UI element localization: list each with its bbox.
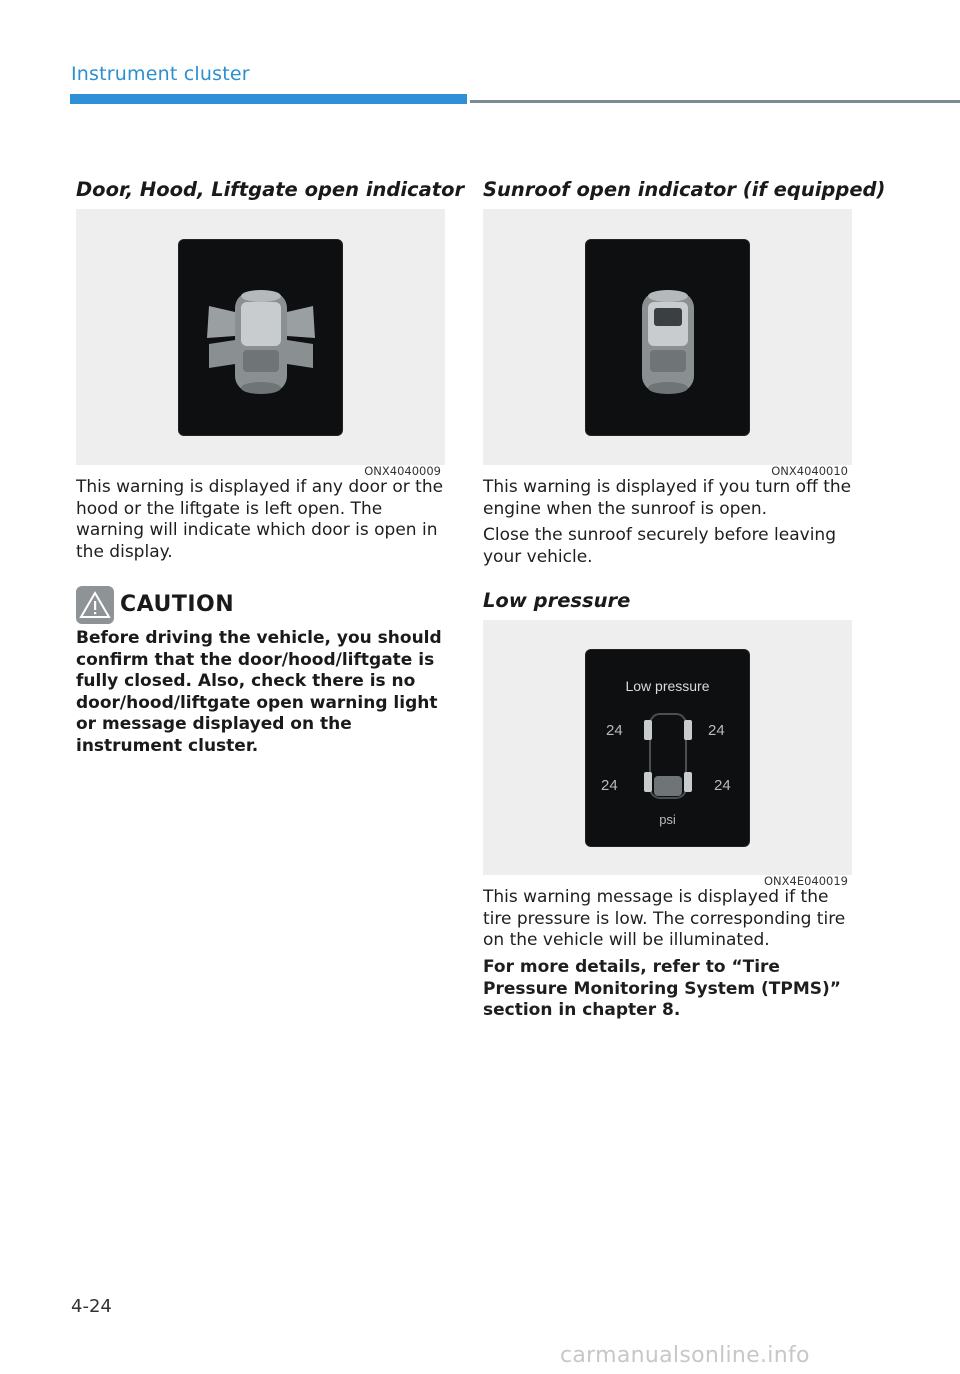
header-rule-accent xyxy=(70,94,467,104)
figure-code: ONX4040009 xyxy=(364,464,441,478)
cluster-screen xyxy=(179,240,342,435)
low-pressure-description: This warning message is displayed if the tire pressure is low. The corresponding tire on the vehicle will be illuminated. xyxy=(483,887,846,950)
caution-warning-icon xyxy=(76,586,114,624)
watermark: carmanualsonline.info xyxy=(560,1343,810,1368)
car-doors-open-icon xyxy=(179,240,342,435)
section-title-low-pressure: Low pressure xyxy=(483,589,631,612)
figure-code: ONX4E040019 xyxy=(763,874,848,888)
figure-low-pressure xyxy=(483,620,852,888)
door-open-description: This warning is displayed if any door or the hood or the liftgate is left open. The warning will indicate which door is open in the display. xyxy=(76,477,444,562)
caution-title: CAUTION xyxy=(120,592,235,617)
pressure-unit: psi xyxy=(659,812,676,827)
sunroof-open-icon xyxy=(586,240,749,435)
section-title-door-open: Door, Hood, Liftgate open indicator xyxy=(76,178,465,201)
tire-pressure-rear-left: 24 xyxy=(601,777,618,794)
page-number: 4-24 xyxy=(71,1296,112,1317)
caution-text: Before driving the vehicle, you should confirm that the door/hood/liftgate is fully closed. Also, check there is no door/hood/liftgate open warning light or message displayed on the instrument cluster. xyxy=(76,628,442,756)
chapter-title: Instrument cluster xyxy=(71,63,250,85)
figure-door-open xyxy=(76,209,445,478)
cluster-screen xyxy=(586,240,749,435)
figure-sunroof xyxy=(483,209,852,478)
tire-pressure-front-left: 24 xyxy=(606,722,623,739)
sunroof-description-1: This warning is displayed if you turn off the engine when the sunroof is open. xyxy=(483,477,852,519)
figure-code: ONX4040010 xyxy=(771,464,848,478)
tpms-reference: For more details, refer to “Tire Pressure Monitoring System (TPMS)” section in chapter 8. xyxy=(483,957,841,1020)
section-title-sunroof: Sunroof open indicator (if equipped) xyxy=(483,178,886,201)
tpms-screen-title: Low pressure xyxy=(625,678,710,694)
header-rule xyxy=(470,100,960,103)
cluster-screen xyxy=(586,650,749,846)
sunroof-description-2: Close the sunroof securely before leaving your vehicle. xyxy=(483,525,836,567)
tire-pressure-rear-right: 24 xyxy=(714,777,731,794)
tire-pressure-front-right: 24 xyxy=(708,722,725,739)
